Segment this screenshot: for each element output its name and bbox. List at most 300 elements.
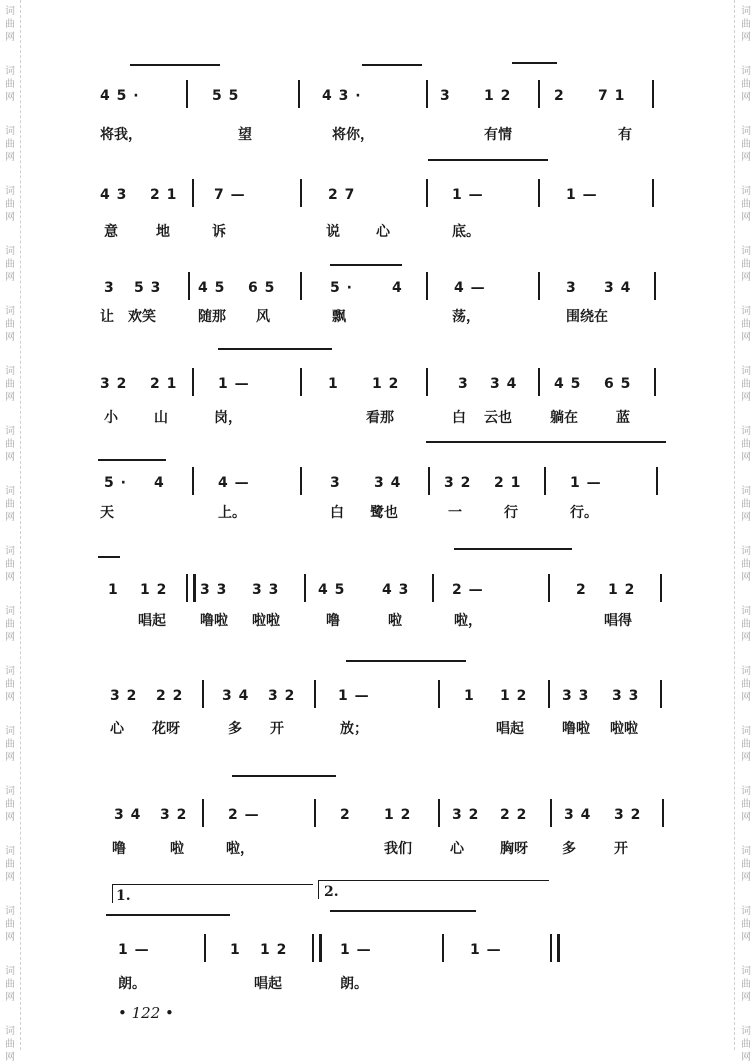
lyric: 心: [450, 841, 464, 857]
watermark-char: 曲: [741, 439, 751, 450]
watermark-char: 曲: [741, 379, 751, 390]
note-group: 1 2: [384, 807, 412, 823]
watermark-char: 曲: [5, 739, 15, 750]
note-group: 3 2: [268, 688, 296, 704]
watermark-char: 网: [741, 632, 751, 643]
watermark-char: 词: [5, 786, 15, 797]
note-group: 1 2: [608, 582, 636, 598]
watermark-char: 曲: [5, 259, 15, 270]
lyric: 开: [270, 721, 284, 737]
watermark-char: 词: [741, 126, 751, 137]
watermark-char: 曲: [5, 199, 15, 210]
watermark-char: 曲: [741, 19, 751, 30]
lyrics-row-6: [0, 610, 754, 636]
lyric: 啦: [388, 613, 402, 629]
note-group: 3 4: [564, 807, 592, 823]
watermark-char: 曲: [741, 739, 751, 750]
watermark-char: 曲: [5, 1039, 15, 1050]
watermark-char: 网: [741, 572, 751, 583]
watermark-char: 词: [5, 606, 15, 617]
watermark-char: 曲: [5, 79, 15, 90]
note-group: 3: [104, 280, 115, 296]
note-group: 3 2: [100, 376, 128, 392]
lyric: 随那: [198, 309, 226, 325]
note-group: 3 2: [614, 807, 642, 823]
watermark-char: 网: [5, 752, 15, 763]
barline: [442, 934, 444, 962]
lyrics-row-8: [0, 838, 754, 864]
barline: [428, 467, 430, 495]
note-group: 5 3: [134, 280, 162, 296]
note-group: 7 —: [214, 187, 246, 203]
watermark-char: 曲: [741, 1039, 751, 1050]
first-ending-bracket: [112, 884, 313, 903]
watermark-char: 曲: [741, 799, 751, 810]
watermark-char: 网: [741, 272, 751, 283]
barline: [538, 179, 540, 207]
note-group: 1 —: [118, 942, 150, 958]
watermark-char: 词: [741, 906, 751, 917]
notation-row-7: [0, 676, 754, 710]
note-group: 4 3: [382, 582, 410, 598]
lyric: 心: [376, 224, 390, 240]
lyric: 啦: [170, 841, 184, 857]
watermark-char: 网: [741, 932, 751, 943]
lyric: 唱起: [138, 613, 166, 629]
note-group: 1 —: [340, 942, 372, 958]
watermark-char: 词: [5, 486, 15, 497]
lyric: 唱起: [254, 976, 282, 992]
lyric: 躺在: [550, 410, 578, 426]
watermark-char: 曲: [741, 679, 751, 690]
note-group: 3: [566, 280, 577, 296]
lyric: 白: [452, 410, 466, 426]
lyric: 地: [156, 224, 170, 240]
watermark-char: 词: [741, 486, 751, 497]
barline: [438, 799, 440, 827]
watermark-char: 网: [741, 152, 751, 163]
final-barline: [550, 934, 560, 962]
watermark-char: 词: [741, 786, 751, 797]
note-group: 4: [154, 475, 165, 491]
watermark-char: 网: [741, 332, 751, 343]
lyric: 噜啦: [200, 613, 228, 629]
lyric: 有情: [484, 127, 512, 143]
lyric: 说: [326, 224, 340, 240]
note-group: 1 —: [570, 475, 602, 491]
note-group: 2 1: [494, 475, 522, 491]
barline: [550, 799, 552, 827]
watermark-char: 词: [741, 366, 751, 377]
note-group: 4 5: [198, 280, 226, 296]
watermark-char: 词: [741, 1026, 751, 1037]
watermark-char: 词: [5, 666, 15, 677]
lyric: 看那: [366, 410, 394, 426]
note-group: 2 7: [328, 187, 356, 203]
lyric: 蓝: [616, 410, 630, 426]
repeat-end-barline: [312, 934, 322, 962]
watermark-char: 曲: [741, 559, 751, 570]
watermark-char: 曲: [5, 679, 15, 690]
watermark-char: 词: [5, 126, 15, 137]
note-group: 1: [108, 582, 119, 598]
watermark-char: 曲: [5, 919, 15, 930]
barline: [426, 80, 428, 108]
note-group: 1 2: [500, 688, 528, 704]
barline: [654, 272, 656, 300]
lyrics-row-7: [0, 718, 754, 744]
lyric: 鹭也: [370, 505, 398, 521]
note-group: 4 3 ·: [322, 88, 362, 104]
watermark-char: 曲: [5, 619, 15, 630]
watermark-char: 网: [741, 692, 751, 703]
barline: [202, 799, 204, 827]
note-group: 3 3: [612, 688, 640, 704]
lyric: 将我，: [100, 127, 142, 143]
watermark-char: 词: [5, 906, 15, 917]
lyric: 唱起: [496, 721, 524, 737]
note-group: 3 3: [252, 582, 280, 598]
lyric: 白: [330, 505, 344, 521]
barline: [204, 934, 206, 962]
note-group: 2: [576, 582, 587, 598]
note-group: 3 4: [604, 280, 632, 296]
barline: [192, 179, 194, 207]
watermark-char: 词: [741, 66, 751, 77]
watermark-char: 词: [5, 186, 15, 197]
barline: [426, 368, 428, 396]
lyric: 噜: [326, 613, 340, 629]
lyric: 心: [110, 721, 124, 737]
lyric: 噜啦: [562, 721, 590, 737]
note-group: 1 2: [484, 88, 512, 104]
note-group: 2: [340, 807, 351, 823]
barline: [300, 467, 302, 495]
barline: [300, 368, 302, 396]
note-group: 3 4: [374, 475, 402, 491]
barline: [652, 179, 654, 207]
barline: [192, 368, 194, 396]
notation-row-9: [0, 930, 754, 964]
watermark-char: 词: [741, 846, 751, 857]
lyrics-row-3: [0, 306, 754, 332]
note-group: 3: [440, 88, 451, 104]
watermark-char: 曲: [741, 859, 751, 870]
barline: [202, 680, 204, 708]
barline: [548, 680, 550, 708]
barline: [300, 272, 302, 300]
watermark-char: 曲: [5, 439, 15, 450]
note-group: 3 2: [452, 807, 480, 823]
barline: [188, 272, 190, 300]
lyric: 朗。: [118, 976, 146, 992]
watermark-char: 网: [741, 32, 751, 43]
lyric: 啦，: [226, 841, 254, 857]
barline: [192, 467, 194, 495]
watermark-char: 网: [5, 152, 15, 163]
note-group: 1 2: [140, 582, 168, 598]
lyric: 有: [618, 127, 632, 143]
lyric: 意: [104, 224, 118, 240]
barline: [652, 80, 654, 108]
lyrics-row-5: [0, 502, 754, 528]
lyric: 望: [238, 127, 252, 143]
watermark-char: 曲: [5, 379, 15, 390]
lyric: 胸呀: [500, 841, 528, 857]
watermark-char: 词: [741, 246, 751, 257]
note-group: 3 2: [444, 475, 472, 491]
lyric: 开: [614, 841, 628, 857]
lyrics-row-4: [0, 407, 754, 433]
barline: [314, 799, 316, 827]
note-group: 2: [554, 88, 565, 104]
watermark-char: 曲: [5, 319, 15, 330]
watermark-char: 词: [741, 6, 751, 17]
second-ending-bracket: [318, 880, 549, 899]
watermark-char: 网: [741, 452, 751, 463]
lyric: 啦啦: [610, 721, 638, 737]
second-ending-label: 2.: [324, 884, 339, 900]
watermark-char: 网: [5, 272, 15, 283]
lyrics-row-1: [0, 124, 754, 150]
first-ending-label: 1.: [116, 888, 131, 904]
barline: [662, 799, 664, 827]
watermark-char: 词: [5, 546, 15, 557]
lyric: 噜: [112, 841, 126, 857]
watermark-char: 网: [741, 212, 751, 223]
watermark-char: 曲: [5, 979, 15, 990]
lyric: 山: [154, 410, 168, 426]
watermark-char: 网: [741, 512, 751, 523]
lyric: 行。: [570, 505, 598, 521]
note-group: 3 2: [110, 688, 138, 704]
note-group: 4 5: [318, 582, 346, 598]
watermark-char: 曲: [5, 859, 15, 870]
barline: [314, 680, 316, 708]
watermark-char: 网: [5, 332, 15, 343]
repeat-start-barline: [186, 574, 196, 602]
lyric: 底。: [452, 224, 480, 240]
note-group: 5 ·: [330, 280, 353, 296]
watermark-char: 网: [5, 632, 15, 643]
watermark-char: 网: [741, 872, 751, 883]
watermark-char: 曲: [741, 79, 751, 90]
notation-row-1: [0, 76, 754, 110]
watermark-char: 词: [741, 306, 751, 317]
barline: [538, 368, 540, 396]
notation-row-5: [0, 463, 754, 497]
lyric: 一: [448, 505, 462, 521]
lyrics-row-9: [0, 973, 754, 999]
barline: [438, 680, 440, 708]
lyric: 啦，: [454, 613, 482, 629]
lyric: 我们: [384, 841, 412, 857]
note-group: 3 4: [222, 688, 250, 704]
note-group: 4 5 ·: [100, 88, 140, 104]
watermark-char: 网: [5, 392, 15, 403]
barline: [300, 179, 302, 207]
watermark-char: 曲: [5, 19, 15, 30]
watermark-char: 网: [5, 992, 15, 1003]
barline: [426, 272, 428, 300]
note-group: 1: [230, 942, 241, 958]
lyric: 上。: [218, 505, 246, 521]
watermark-char: 曲: [5, 139, 15, 150]
watermark-char: 词: [5, 306, 15, 317]
barline: [660, 680, 662, 708]
lyric: 云也: [484, 410, 512, 426]
note-group: 2 2: [500, 807, 528, 823]
note-group: 3 2: [160, 807, 188, 823]
notation-row-8: [0, 795, 754, 829]
barline: [656, 467, 658, 495]
watermark-char: 曲: [741, 619, 751, 630]
barline: [544, 467, 546, 495]
watermark-char: 词: [5, 246, 15, 257]
note-group: 4 5: [554, 376, 582, 392]
watermark-char: 网: [5, 572, 15, 583]
watermark-char: 词: [5, 6, 15, 17]
note-group: 1 —: [566, 187, 598, 203]
lyric: 岗，: [214, 410, 242, 426]
lyric: 小: [104, 410, 118, 426]
barline: [538, 272, 540, 300]
note-group: 1 —: [218, 376, 250, 392]
note-group: 1 2: [372, 376, 400, 392]
lyric: 唱得: [604, 613, 632, 629]
lyric: 花呀: [152, 721, 180, 737]
barline: [548, 574, 550, 602]
barline: [426, 179, 428, 207]
watermark-char: 网: [5, 92, 15, 103]
watermark-char: 曲: [741, 319, 751, 330]
watermark-char: 网: [5, 1052, 15, 1063]
lyric: 将你，: [332, 127, 374, 143]
lyric: 欢笑: [128, 309, 156, 325]
barline: [538, 80, 540, 108]
lyric: 让: [100, 309, 114, 325]
lyric: 天: [100, 505, 114, 521]
watermark-char: 词: [741, 186, 751, 197]
note-group: 5 ·: [104, 475, 127, 491]
note-group: 3: [458, 376, 469, 392]
watermark-char: 词: [741, 606, 751, 617]
note-group: 6 5: [248, 280, 276, 296]
watermark-char: 网: [741, 1052, 751, 1063]
note-group: 3 3: [562, 688, 590, 704]
watermark-char: 网: [5, 812, 15, 823]
note-group: 4 3: [100, 187, 128, 203]
note-group: 1 —: [470, 942, 502, 958]
notation-row-2: [0, 175, 754, 209]
note-group: 1: [328, 376, 339, 392]
note-group: 3 4: [114, 807, 142, 823]
watermark-char: 网: [741, 812, 751, 823]
note-group: 7 1: [598, 88, 626, 104]
lyric: 多: [228, 721, 242, 737]
watermark-char: 曲: [741, 139, 751, 150]
note-group: 1 —: [452, 187, 484, 203]
note-group: 3 4: [490, 376, 518, 392]
note-group: 3: [330, 475, 341, 491]
watermark-char: 曲: [5, 499, 15, 510]
note-group: 3 3: [200, 582, 228, 598]
lyric: 飘: [332, 309, 346, 325]
note-group: 1 —: [338, 688, 370, 704]
watermark-char: 网: [741, 752, 751, 763]
note-group: 2 2: [156, 688, 184, 704]
lyric: 啦啦: [252, 613, 280, 629]
watermark-char: 词: [741, 426, 751, 437]
note-group: 2 —: [228, 807, 260, 823]
lyric: 行: [504, 505, 518, 521]
watermark-char: 词: [5, 726, 15, 737]
watermark-char: 曲: [741, 979, 751, 990]
barline: [654, 368, 656, 396]
watermark-char: 词: [5, 846, 15, 857]
note-group: 2 —: [452, 582, 484, 598]
lyric: 围绕在: [566, 309, 608, 325]
lyric: 朗。: [340, 976, 368, 992]
watermark-char: 曲: [5, 799, 15, 810]
watermark-char: 网: [741, 92, 751, 103]
lyrics-row-2: [0, 221, 754, 247]
watermark-char: 词: [5, 66, 15, 77]
watermark-char: 曲: [741, 259, 751, 270]
notation-row-4: [0, 364, 754, 398]
watermark-char: 网: [741, 392, 751, 403]
lyric: 荡，: [452, 309, 480, 325]
barline: [432, 574, 434, 602]
watermark-char: 词: [5, 366, 15, 377]
watermark-char: 词: [5, 966, 15, 977]
watermark-char: 网: [741, 992, 751, 1003]
notation-row-3: [0, 268, 754, 302]
watermark-char: 词: [741, 966, 751, 977]
watermark-char: 曲: [741, 199, 751, 210]
note-group: 1 2: [260, 942, 288, 958]
lyric: 多: [562, 841, 576, 857]
watermark-char: 词: [741, 546, 751, 557]
barline: [298, 80, 300, 108]
watermark-char: 曲: [741, 919, 751, 930]
barline: [186, 80, 188, 108]
barline: [304, 574, 306, 602]
watermark-char: 词: [741, 726, 751, 737]
lyric: 放；: [340, 721, 368, 737]
watermark-char: 网: [5, 932, 15, 943]
note-group: 2 1: [150, 376, 178, 392]
note-group: 1: [464, 688, 475, 704]
watermark-char: 网: [5, 452, 15, 463]
note-group: 5 5: [212, 88, 240, 104]
notation-row-6: [0, 570, 754, 604]
watermark-char: 网: [5, 872, 15, 883]
watermark-char: 网: [5, 212, 15, 223]
note-group: 4 —: [454, 280, 486, 296]
note-group: 2 1: [150, 187, 178, 203]
note-group: 4 —: [218, 475, 250, 491]
note-group: 6 5: [604, 376, 632, 392]
watermark-char: 网: [5, 512, 15, 523]
watermark-char: 曲: [5, 559, 15, 570]
watermark-char: 曲: [741, 499, 751, 510]
watermark-char: 网: [5, 32, 15, 43]
page-number: • 122 •: [118, 1004, 174, 1022]
watermark-char: 词: [5, 426, 15, 437]
note-group: 4: [392, 280, 403, 296]
barline: [660, 574, 662, 602]
